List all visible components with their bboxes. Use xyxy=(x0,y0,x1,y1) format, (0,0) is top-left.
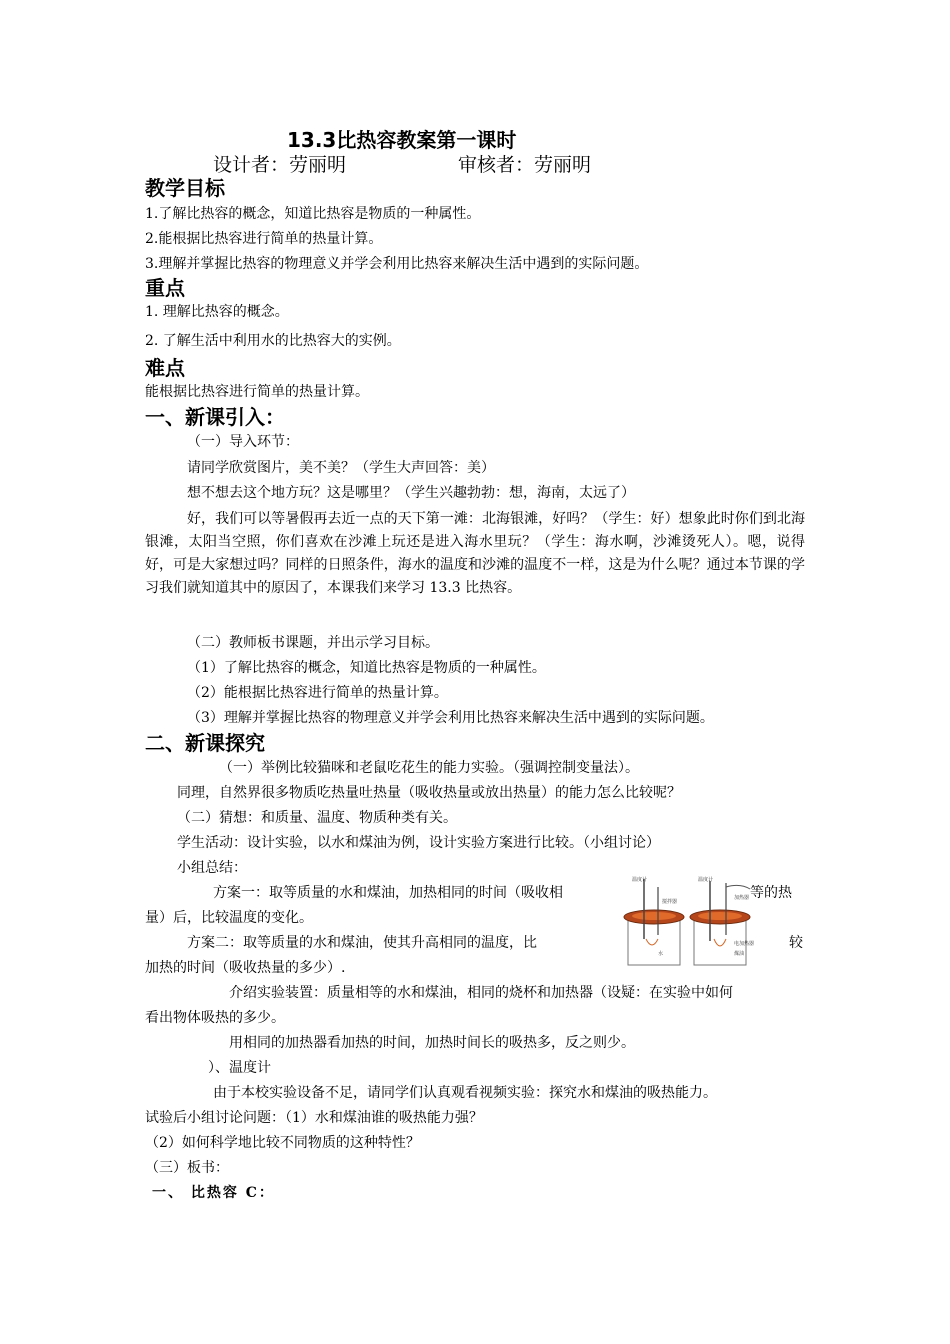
question-2: （2）如何科学地比较不同物质的这种特性？ xyxy=(145,1135,420,1151)
key-heading: 重点 xyxy=(145,276,185,300)
intro-line: （2）能根据比热容进行简单的热量计算。 xyxy=(187,685,448,701)
intro-line: 想不想去这个地方玩？这是哪里？（学生兴趣勃勃：想，海南，太远了） xyxy=(187,485,635,501)
key-item: 2. 了解生活中利用水的比热容大的实例。 xyxy=(145,333,401,349)
board-item: 一、 比热容 C： xyxy=(152,1185,275,1201)
thermometer-text: ）、温度计 xyxy=(208,1060,271,1076)
plan1-text: 方案一：取等质量的水和煤油，加热相同的时间（吸收相 xyxy=(213,885,563,901)
designer-line: 设计者：劳丽明 xyxy=(213,154,347,176)
plan1-text-right: 等的热 xyxy=(750,885,792,901)
difficulty-heading: 难点 xyxy=(145,356,185,380)
experiment-apparatus-figure xyxy=(622,873,758,979)
key-item: 1. 理解比热容的概念。 xyxy=(145,304,289,320)
heater-text: 用相同的加热器看加热的时间，加热时间长的吸热多，反之则少。 xyxy=(229,1035,635,1051)
figure-label: 水 xyxy=(658,951,664,957)
reviewer-line: 审核者：劳丽明 xyxy=(458,154,592,176)
intro-line: （1）了解比热容的概念，知道比热容是物质的一种属性。 xyxy=(187,660,546,676)
difficulty-text: 能根据比热容进行简单的热量计算。 xyxy=(145,384,369,400)
goals-heading: 教学目标 xyxy=(145,176,225,200)
goal-item: 1.了解比热容的概念，知道比热容是物质的一种属性。 xyxy=(145,206,481,222)
plan2-text: 方案二：取等质量的水和煤油，使其升高相同的温度，比 xyxy=(187,935,537,951)
figure-label: 搅拌器 xyxy=(662,899,678,905)
device-text-cont: 看出物体吸热的多少。 xyxy=(145,1010,285,1026)
goal-item: 2.能根据比热容进行简单的热量计算。 xyxy=(145,231,383,247)
figure-label: 加热器 xyxy=(734,895,750,901)
intro-paragraph: 好，我们可以等暑假再去近一点的天下第一滩：北海银滩，好吗？（学生：好）想象此时你们到北海银滩，太阳当空照，你们喜欢在沙滩上玩还是进入海水里玩？（学生：海水啊，沙滩烫死人）。嗯，说得好，可是大家想过吗？同样的日照条件，海水的温度和沙滩的温度不一样，这是为什么呢？通过本节课的学习我们就知道其中的原因了，本课我们来学习 13.3 比热容。 xyxy=(145,511,805,596)
intro-line: （一）导入环节： xyxy=(187,434,299,450)
explore-line: 小组总结： xyxy=(177,860,247,876)
page-title: 13.3比热容教案第一课时 xyxy=(287,128,517,152)
explore-heading: 二、新课探究 xyxy=(145,731,265,755)
plan2-text-cont: 加热的时间（吸收热量的多少）. xyxy=(145,960,346,976)
intro-line: （3）理解并掌握比热容的物理意义并学会利用比热容来解决生活中遇到的实际问题。 xyxy=(187,710,714,726)
explore-line: （二）猜想：和质量、温度、物质种类有关。 xyxy=(177,810,457,826)
figure-label: 电加热器 xyxy=(734,941,755,947)
figure-label: 温度计 xyxy=(632,877,648,883)
figure-label: 温度计 xyxy=(698,877,714,883)
intro-line: 请同学欣赏图片，美不美？（学生大声回答：美） xyxy=(187,460,495,476)
goal-item: 3.理解并掌握比热容的物理意义并学会利用比热容来解决生活中遇到的实际问题。 xyxy=(145,256,649,272)
figure-label: 煤油 xyxy=(734,951,745,957)
board-label: （三）板书： xyxy=(145,1160,229,1176)
device-text: 介绍实验装置：质量相等的水和煤油，相同的烧杯和加热器（设疑：在实验中如何 xyxy=(229,985,733,1001)
explore-line: 同理，自然界很多物质吃热量吐热量（吸收热量或放出热量）的能力怎么比较呢？ xyxy=(177,785,681,801)
intro-heading: 一、新课引入： xyxy=(145,405,285,429)
explore-line: （一）举例比较猫咪和老鼠吃花生的能力实验。（强调控制变量法）。 xyxy=(219,760,639,776)
beaker-left xyxy=(624,879,684,965)
video-text-cont: 试验后小组讨论问题：（1）水和煤油谁的吸热能力强？ xyxy=(145,1110,483,1126)
plan2-text-right: 较 xyxy=(789,935,803,951)
video-text: 由于本校实验设备不足，请同学们认真观看视频实验：探究水和煤油的吸热能力。 xyxy=(213,1085,717,1101)
intro-line: （二）教师板书课题，并出示学习目标。 xyxy=(187,635,439,651)
explore-line: 学生活动：设计实验，以水和煤油为例，设计实验方案进行比较。（小组讨论） xyxy=(177,835,660,851)
plan1-text-cont: 量）后，比较温度的变化。 xyxy=(145,910,313,926)
